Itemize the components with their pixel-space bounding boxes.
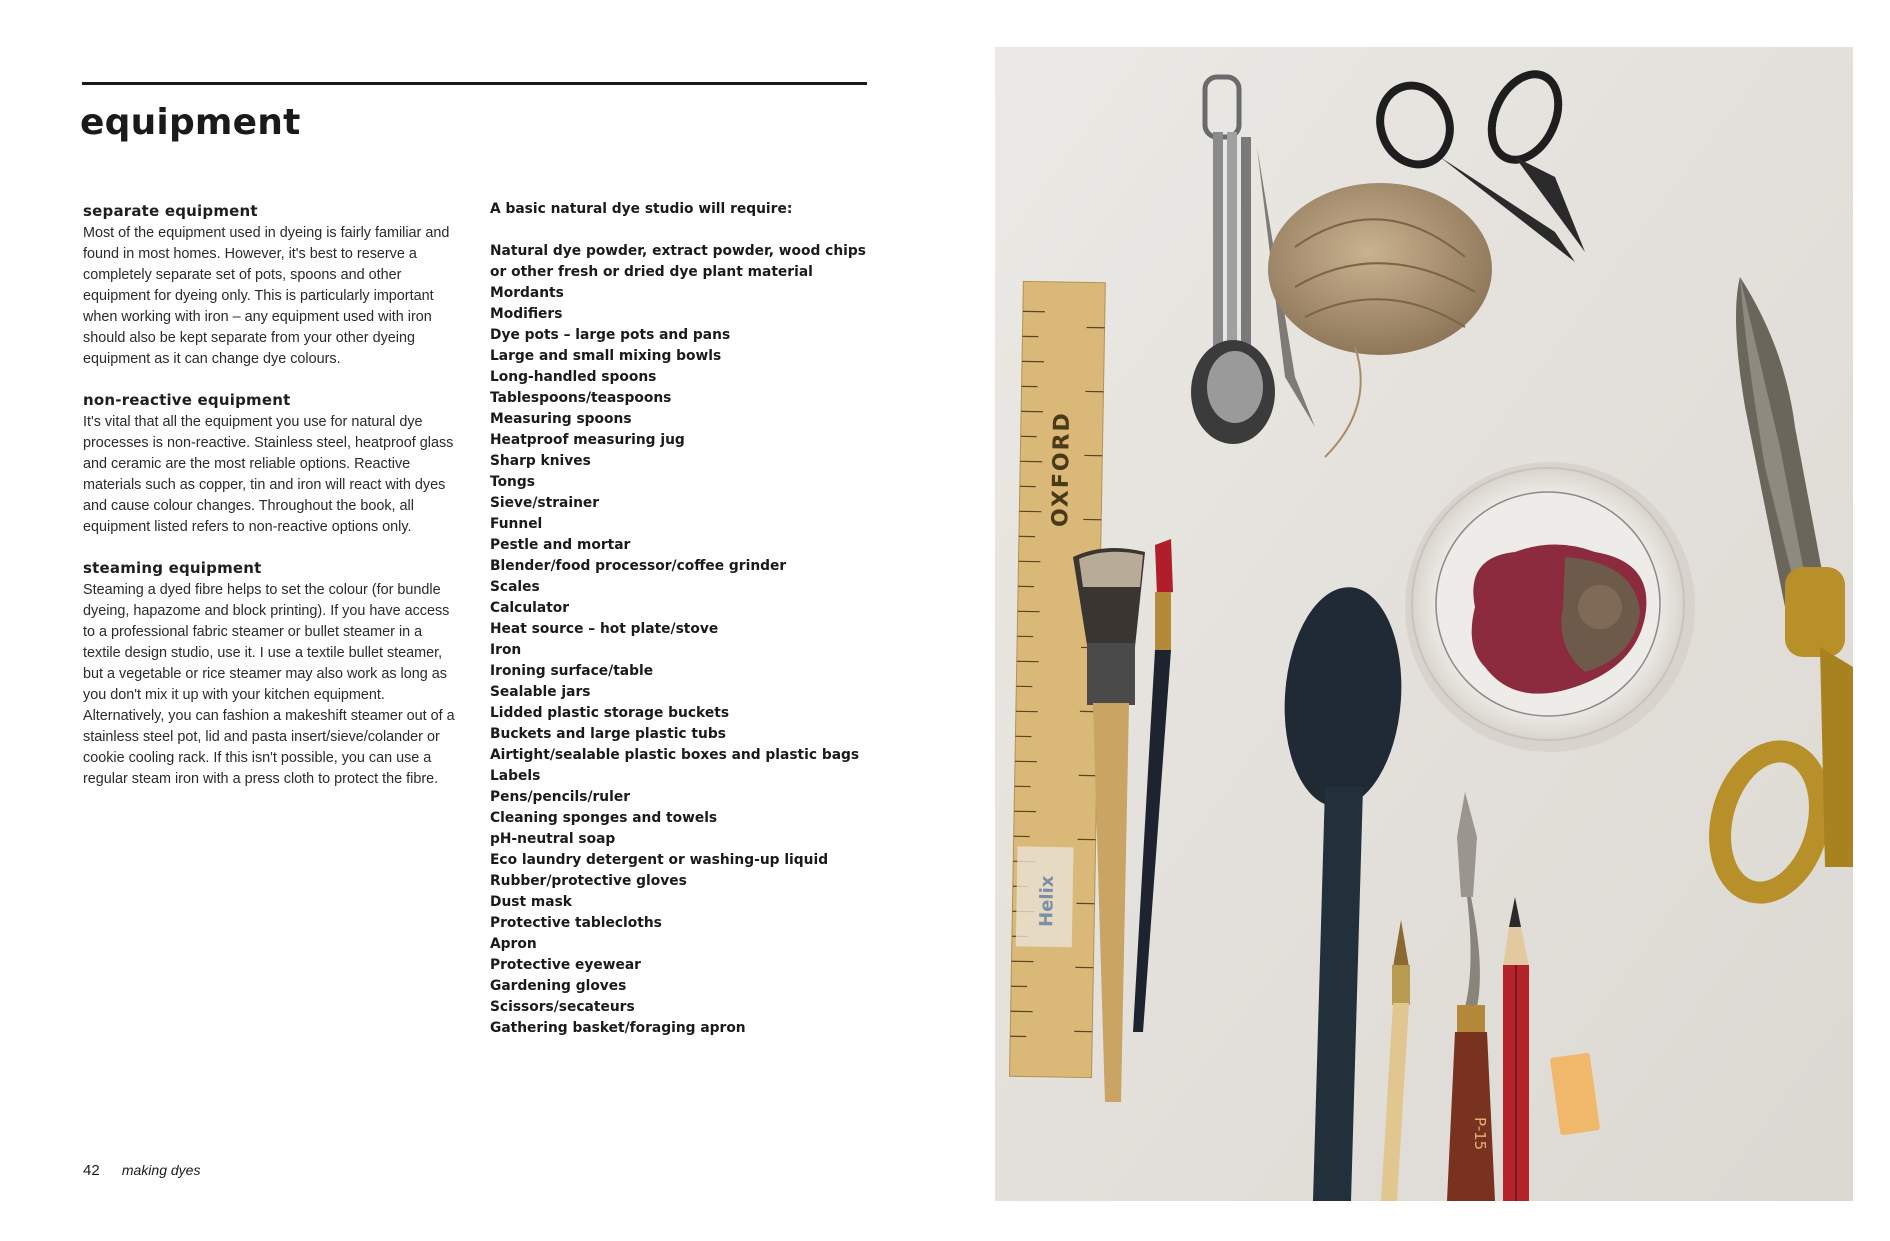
section-steaming-equipment bbox=[83, 558, 463, 790]
studio-list-column bbox=[490, 199, 870, 1039]
studio-list-item: Calculator bbox=[490, 600, 570, 616]
studio-list-item: Sieve/strainer bbox=[490, 495, 600, 511]
page-title: equipment bbox=[80, 102, 301, 143]
studio-list-item: Long-handled spoons bbox=[490, 369, 657, 385]
equipment-photo bbox=[995, 47, 1853, 1201]
studio-list-item: Tongs bbox=[490, 474, 535, 490]
studio-list-item: Natural dye powder, extract powder, wood chips or other fresh or dried dye plant material bbox=[490, 243, 867, 280]
studio-list-item: Airtight/sealable plastic boxes and plastic bags bbox=[490, 747, 860, 763]
running-section-name: making dyes bbox=[121, 1162, 201, 1178]
studio-list-intro: A basic natural dye studio will require: bbox=[490, 201, 793, 217]
photo-illustration bbox=[995, 47, 1853, 1201]
text-column bbox=[83, 201, 463, 810]
studio-list-item: Blender/food processor/coffee grinder bbox=[490, 558, 787, 574]
studio-list-item: Sealable jars bbox=[490, 684, 591, 700]
studio-list-item: Eco laundry detergent or washing-up liquid bbox=[490, 852, 829, 868]
studio-list-item: Cleaning sponges and towels bbox=[490, 810, 718, 826]
page-footer bbox=[83, 1162, 200, 1179]
section-non-reactive-equipment bbox=[83, 390, 463, 538]
studio-list-item: Labels bbox=[490, 768, 541, 784]
studio-list-item: Dye pots – large pots and pans bbox=[490, 327, 731, 343]
studio-list-item: pH-neutral soap bbox=[490, 831, 616, 847]
studio-list-item: Tablespoons/teaspoons bbox=[490, 390, 672, 406]
ruler-brand-label: OXFORD bbox=[1048, 411, 1076, 528]
studio-list-item: Lidded plastic storage buckets bbox=[490, 705, 730, 721]
studio-list-item: Dust mask bbox=[490, 894, 572, 910]
section-body: Steaming a dyed fibre helps to set the colour (for bundle dyeing, hapazome and block printing). If you have access to a professional fabric steamer or bullet steamer in a textile design studio, use it. I use a textile bullet steamer, but a vegetable or rice steamer may also work as long as you don't mix it up with your kitchen equipment. Alternatively, you can fashion a makeshift steamer out of a stainless steel pot, lid and pasta insert/sieve/colander or cookie cooling rack. If this isn't possible, you can use a regular steam iron with a press cloth to protect the fibre. bbox=[83, 582, 455, 787]
studio-list-item: Protective tablecloths bbox=[490, 915, 662, 931]
studio-list-item: Heatproof measuring jug bbox=[490, 432, 685, 448]
studio-list-item: Pens/pencils/ruler bbox=[490, 789, 631, 805]
studio-list-item: Measuring spoons bbox=[490, 411, 632, 427]
studio-list-item: Heat source – hot plate/stove bbox=[490, 621, 719, 637]
section-body: It's vital that all the equipment you use for natural dye processes is non-reactive. Stainless steel, heatproof glass and ceramic are the most reliable options. Reactive materials such as copper, tin and iron will react with dyes and cause colour changes. Throughout the book, all equipment listed refers to non-reactive options only. bbox=[83, 414, 454, 535]
ruler-maker-label: Helix bbox=[1036, 875, 1059, 928]
brush-size-label: P-15 bbox=[1471, 1117, 1489, 1151]
studio-list-item: Iron bbox=[490, 642, 522, 658]
section-heading: non-reactive equipment bbox=[83, 391, 291, 409]
studio-list-item: Gathering basket/foraging apron bbox=[490, 1020, 746, 1036]
section-body: Most of the equipment used in dyeing is fairly familiar and found in most homes. However, it's best to reserve a completely separate set of pots, spoons and other equipment for dyeing only. This is particularly important when working with iron – any equipment used with iron should also be kept separate from your other dyeing equipment as it can change dye colours. bbox=[83, 225, 450, 367]
studio-list-item: Pestle and mortar bbox=[490, 537, 631, 553]
section-separate-equipment bbox=[83, 201, 463, 370]
section-heading: separate equipment bbox=[83, 202, 258, 220]
studio-list-item: Large and small mixing bowls bbox=[490, 348, 722, 364]
studio-list bbox=[490, 241, 870, 1039]
studio-list-item: Modifiers bbox=[490, 306, 563, 322]
studio-list-item: Gardening gloves bbox=[490, 978, 627, 994]
top-rule bbox=[82, 82, 867, 85]
page-number: 42 bbox=[83, 1162, 100, 1179]
studio-list-item: Funnel bbox=[490, 516, 543, 532]
studio-list-item: Buckets and large plastic tubs bbox=[490, 726, 726, 742]
studio-list-item: Apron bbox=[490, 936, 537, 952]
studio-list-item: Scissors/secateurs bbox=[490, 999, 635, 1015]
studio-list-item: Ironing surface/table bbox=[490, 663, 654, 679]
studio-list-item: Protective eyewear bbox=[490, 957, 641, 973]
studio-list-item: Scales bbox=[490, 579, 540, 595]
studio-list-item: Sharp knives bbox=[490, 453, 591, 469]
bowl-with-beetroot bbox=[1405, 462, 1695, 752]
studio-list-item: Mordants bbox=[490, 285, 564, 301]
section-heading: steaming equipment bbox=[83, 559, 262, 577]
studio-list-item: Rubber/protective gloves bbox=[490, 873, 687, 889]
